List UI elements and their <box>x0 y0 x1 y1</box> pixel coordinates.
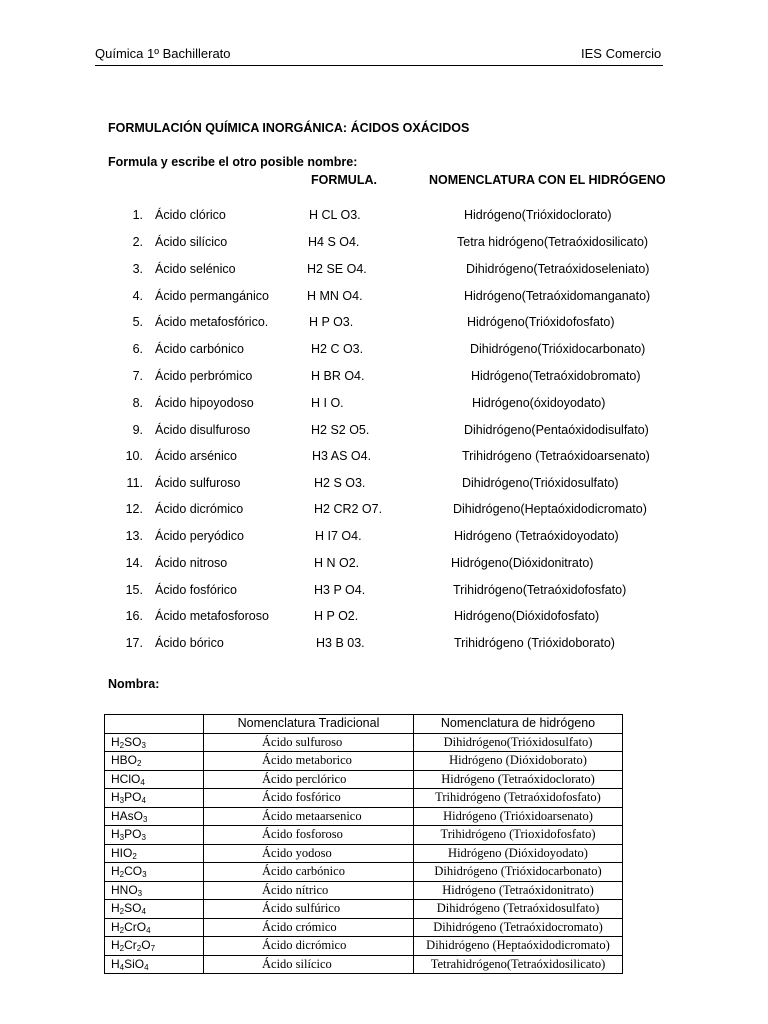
exercise-number: 3. <box>132 262 143 276</box>
table-cell-traditional: Ácido silícico <box>204 955 414 974</box>
exercise-row <box>0 369 768 387</box>
acid-name: Ácido arsénico <box>155 449 237 463</box>
exercise-row <box>0 315 768 333</box>
exercise-row <box>0 289 768 307</box>
acid-name: Ácido dicrómico <box>155 502 244 516</box>
exercise-row <box>0 529 768 547</box>
exercise-row <box>0 476 768 494</box>
exercise-number: 16. <box>125 609 143 623</box>
hydrogen-nomenclature: Hidrógeno(óxidoyodato) <box>472 396 606 410</box>
header-rule <box>95 65 663 66</box>
header-school: IES Comercio <box>581 46 662 61</box>
table-row <box>105 918 623 937</box>
table-cell-hydrogen: Hidrógeno (Dióxidoborato) <box>414 752 623 771</box>
hydrogen-nomenclature: Dihidrógeno(Heptaóxidodicromato) <box>453 502 647 516</box>
table-cell-formula: $H_2CrO_4$ <box>105 918 204 937</box>
table-cell-formula: $H_2Cr_2O_7$ <box>105 937 204 956</box>
table-row <box>105 881 623 900</box>
hydrogen-nomenclature: Hidrógeno(Tetraóxidobromato) <box>471 369 641 383</box>
table-row <box>105 844 623 863</box>
acid-formula: H N O2. <box>314 556 360 570</box>
acid-formula: H3 B 03. <box>316 636 365 650</box>
acid-formula: H I7 O4. <box>315 529 362 543</box>
acid-name: Ácido clórico <box>155 208 226 222</box>
exercise-row <box>0 342 768 360</box>
acid-name: Ácido carbónico <box>155 342 244 356</box>
hydrogen-nomenclature: Trihidrógeno (Tetraóxidoarsenato) <box>462 449 650 463</box>
exercise-number: 10. <box>125 449 143 463</box>
table-cell-formula: $H_2SO_4$ <box>105 900 204 919</box>
exercise-number: 2. <box>132 235 143 249</box>
hydrogen-nomenclature: Hidrógeno(Trióxidoclorato) <box>464 208 612 222</box>
acid-name: Ácido metafosforoso <box>155 609 269 623</box>
exercise-row <box>0 396 768 414</box>
exercise-number: 7. <box>132 369 143 383</box>
acid-formula: H MN O4. <box>307 289 363 303</box>
table-cell-traditional: Ácido crómico <box>204 918 414 937</box>
table-row <box>105 733 623 752</box>
table-cell-formula: $H_2CO_3$ <box>105 863 204 882</box>
table-row <box>105 826 623 845</box>
acid-formula: H2 C O3. <box>311 342 364 356</box>
exercise-row <box>0 235 768 253</box>
hydrogen-nomenclature: Trihidrógeno (Trióxidoborato) <box>454 636 615 650</box>
exercise-row <box>0 609 768 627</box>
exercise-number: 6. <box>132 342 143 356</box>
hydrogen-nomenclature: Hidrógeno (Tetraóxidoyodato) <box>454 529 619 543</box>
table-cell-formula: $HBO_2$ <box>105 752 204 771</box>
table-cell-formula: HClO$_4$ <box>105 770 204 789</box>
acid-formula: H3 AS O4. <box>312 449 372 463</box>
column-heading-hydrogen: NOMENCLATURA CON EL HIDRÓGENO <box>429 173 666 187</box>
acid-formula: H P O3. <box>309 315 354 329</box>
table-row <box>105 955 623 974</box>
table-cell-formula: $H_2SO_3$ <box>105 733 204 752</box>
table-cell-formula: HAsO$_3$ <box>105 807 204 826</box>
acid-name: Ácido metafosfórico. <box>155 315 269 329</box>
hydrogen-nomenclature: Dihidrógeno(Trióxidocarbonato) <box>470 342 646 356</box>
acid-name: Ácido hipoyodoso <box>155 396 254 410</box>
table-cell-formula: $H_4SiO_4$ <box>105 955 204 974</box>
acid-formula: H2 CR2 O7. <box>314 502 383 516</box>
exercise-number: 4. <box>132 289 143 303</box>
table-row <box>105 807 623 826</box>
table-cell-hydrogen: Trihidrógeno (Trioxidofosfato) <box>414 826 623 845</box>
table-header-empty <box>105 715 204 734</box>
table-cell-hydrogen: Hidrógeno (Tetraóxidoclorato) <box>414 770 623 789</box>
acid-formula: H2 S2 O5. <box>311 423 370 437</box>
column-heading-formula: FORMULA. <box>311 173 377 187</box>
table-cell-traditional: Ácido perclórico <box>204 770 414 789</box>
acid-formula: H2 S O3. <box>314 476 366 490</box>
table-cell-traditional: Ácido metaarsenico <box>204 807 414 826</box>
acid-name: Ácido nitroso <box>155 556 228 570</box>
exercise-row <box>0 449 768 467</box>
table-cell-hydrogen: Dihidrógeno (Heptaóxidodicromato) <box>414 937 623 956</box>
hydrogen-nomenclature: Hidrógeno(Dióxidonitrato) <box>451 556 594 570</box>
table-row <box>105 789 623 808</box>
table-cell-traditional: Ácido carbónico <box>204 863 414 882</box>
acid-name: Ácido perbrómico <box>155 369 253 383</box>
acid-formula: H P O2. <box>314 609 359 623</box>
nombra-heading: Nombra: <box>108 677 160 691</box>
table-cell-traditional: Ácido dicrómico <box>204 937 414 956</box>
table-cell-traditional: Ácido metaborico <box>204 752 414 771</box>
header-subject: Química 1º Bachillerato <box>95 46 231 61</box>
acid-name: Ácido selénico <box>155 262 236 276</box>
acid-formula: H3 P O4. <box>314 583 366 597</box>
hydrogen-nomenclature: Hidrógeno(Tetraóxidomanganato) <box>464 289 651 303</box>
acid-formula: H I O. <box>311 396 344 410</box>
acid-name: Ácido permangánico <box>155 289 269 303</box>
table-header-row <box>105 715 623 734</box>
table-cell-traditional: Ácido sulfuroso <box>204 733 414 752</box>
table-cell-formula: $HNO_3$ <box>105 881 204 900</box>
exercise-number: 15. <box>125 583 143 597</box>
hydrogen-nomenclature: Dihidrógeno(Trióxidosulfato) <box>462 476 619 490</box>
acid-name: Ácido bórico <box>155 636 224 650</box>
table-row <box>105 752 623 771</box>
table-cell-traditional: Ácido fosforoso <box>204 826 414 845</box>
hydrogen-nomenclature: Hidrógeno(Trióxidofosfato) <box>467 315 615 329</box>
exercise-number: 14. <box>125 556 143 570</box>
exercise-row <box>0 583 768 601</box>
exercise-row <box>0 636 768 654</box>
hydrogen-nomenclature: Dihidrógeno(Pentaóxidodisulfato) <box>464 423 649 437</box>
table-cell-hydrogen: Hidrógeno (Dióxidoyodato) <box>414 844 623 863</box>
exercise-number: 11. <box>126 476 143 490</box>
acid-name: Ácido peryódico <box>155 529 244 543</box>
table-cell-traditional: Ácido sulfúrico <box>204 900 414 919</box>
table-row <box>105 900 623 919</box>
table-cell-formula: $H_3PO_4$ <box>105 789 204 808</box>
acid-name: Ácido silícico <box>155 235 228 249</box>
hydrogen-nomenclature: Dihidrógeno(Tetraóxidoseleniato) <box>466 262 650 276</box>
exercise-row <box>0 208 768 226</box>
acid-name: Ácido disulfuroso <box>155 423 251 437</box>
exercise-number: 13. <box>125 529 143 543</box>
acid-name: Ácido fosfórico <box>155 583 237 597</box>
exercise-number: 17. <box>125 636 143 650</box>
table-row <box>105 863 623 882</box>
hydrogen-nomenclature: Trihidrógeno(Tetraóxidofosfato) <box>453 583 627 597</box>
hydrogen-nomenclature: Hidrógeno(Dióxidofosfato) <box>454 609 600 623</box>
table-cell-hydrogen: Tetrahidrógeno(Tetraóxidosilicato) <box>414 955 623 974</box>
table-header-traditional: Nomenclatura Tradicional <box>204 715 414 734</box>
table-cell-hydrogen: Hidrógeno (Trióxidoarsenato) <box>414 807 623 826</box>
table-row <box>105 770 623 789</box>
exercise-row <box>0 556 768 574</box>
exercise-number: 9. <box>132 423 143 437</box>
table-cell-hydrogen: Dihidrógeno (Tetraóxidosulfato) <box>414 900 623 919</box>
acid-formula: H BR O4. <box>311 369 365 383</box>
acid-formula: H CL O3. <box>309 208 361 222</box>
exercise-number: 1. <box>132 208 143 222</box>
exercise-number: 8. <box>132 396 143 410</box>
instruction-text: Formula y escribe el otro posible nombre: <box>108 155 358 169</box>
table-cell-formula: $H_3PO_3$ <box>105 826 204 845</box>
exercise-row <box>0 502 768 520</box>
acid-formula: H4 S O4. <box>308 235 360 249</box>
table-row <box>105 937 623 956</box>
exercise-number: 12. <box>125 502 143 516</box>
table-cell-traditional: Ácido fosfórico <box>204 789 414 808</box>
exercise-row <box>0 262 768 280</box>
acid-table <box>104 714 623 974</box>
worksheet-title: FORMULACIÓN QUÍMICA INORGÁNICA: ÁCIDOS OXÁCIDOS <box>108 121 470 135</box>
exercise-number: 5. <box>132 315 143 329</box>
table-cell-hydrogen: Dihidrógeno (Trióxidocarbonato) <box>414 863 623 882</box>
table-cell-formula: $HIO_2$ <box>105 844 204 863</box>
table-cell-traditional: Ácido nítrico <box>204 881 414 900</box>
table-cell-hydrogen: Dihidrógeno (Tetraóxidocromato) <box>414 918 623 937</box>
table-cell-traditional: Ácido yodoso <box>204 844 414 863</box>
table-cell-hydrogen: Dihidrógeno(Trióxidosulfato) <box>414 733 623 752</box>
table-cell-hydrogen: Hidrógeno (Tetraóxidonitrato) <box>414 881 623 900</box>
hydrogen-nomenclature: Tetra hidrógeno(Tetraóxidosilicato) <box>457 235 649 249</box>
table-cell-hydrogen: Trihidrógeno (Tetraóxidofosfato) <box>414 789 623 808</box>
table-header-hydrogen: Nomenclatura de hidrógeno <box>414 715 623 734</box>
acid-name: Ácido sulfuroso <box>155 476 241 490</box>
exercise-row <box>0 423 768 441</box>
acid-formula: H2 SE O4. <box>307 262 367 276</box>
